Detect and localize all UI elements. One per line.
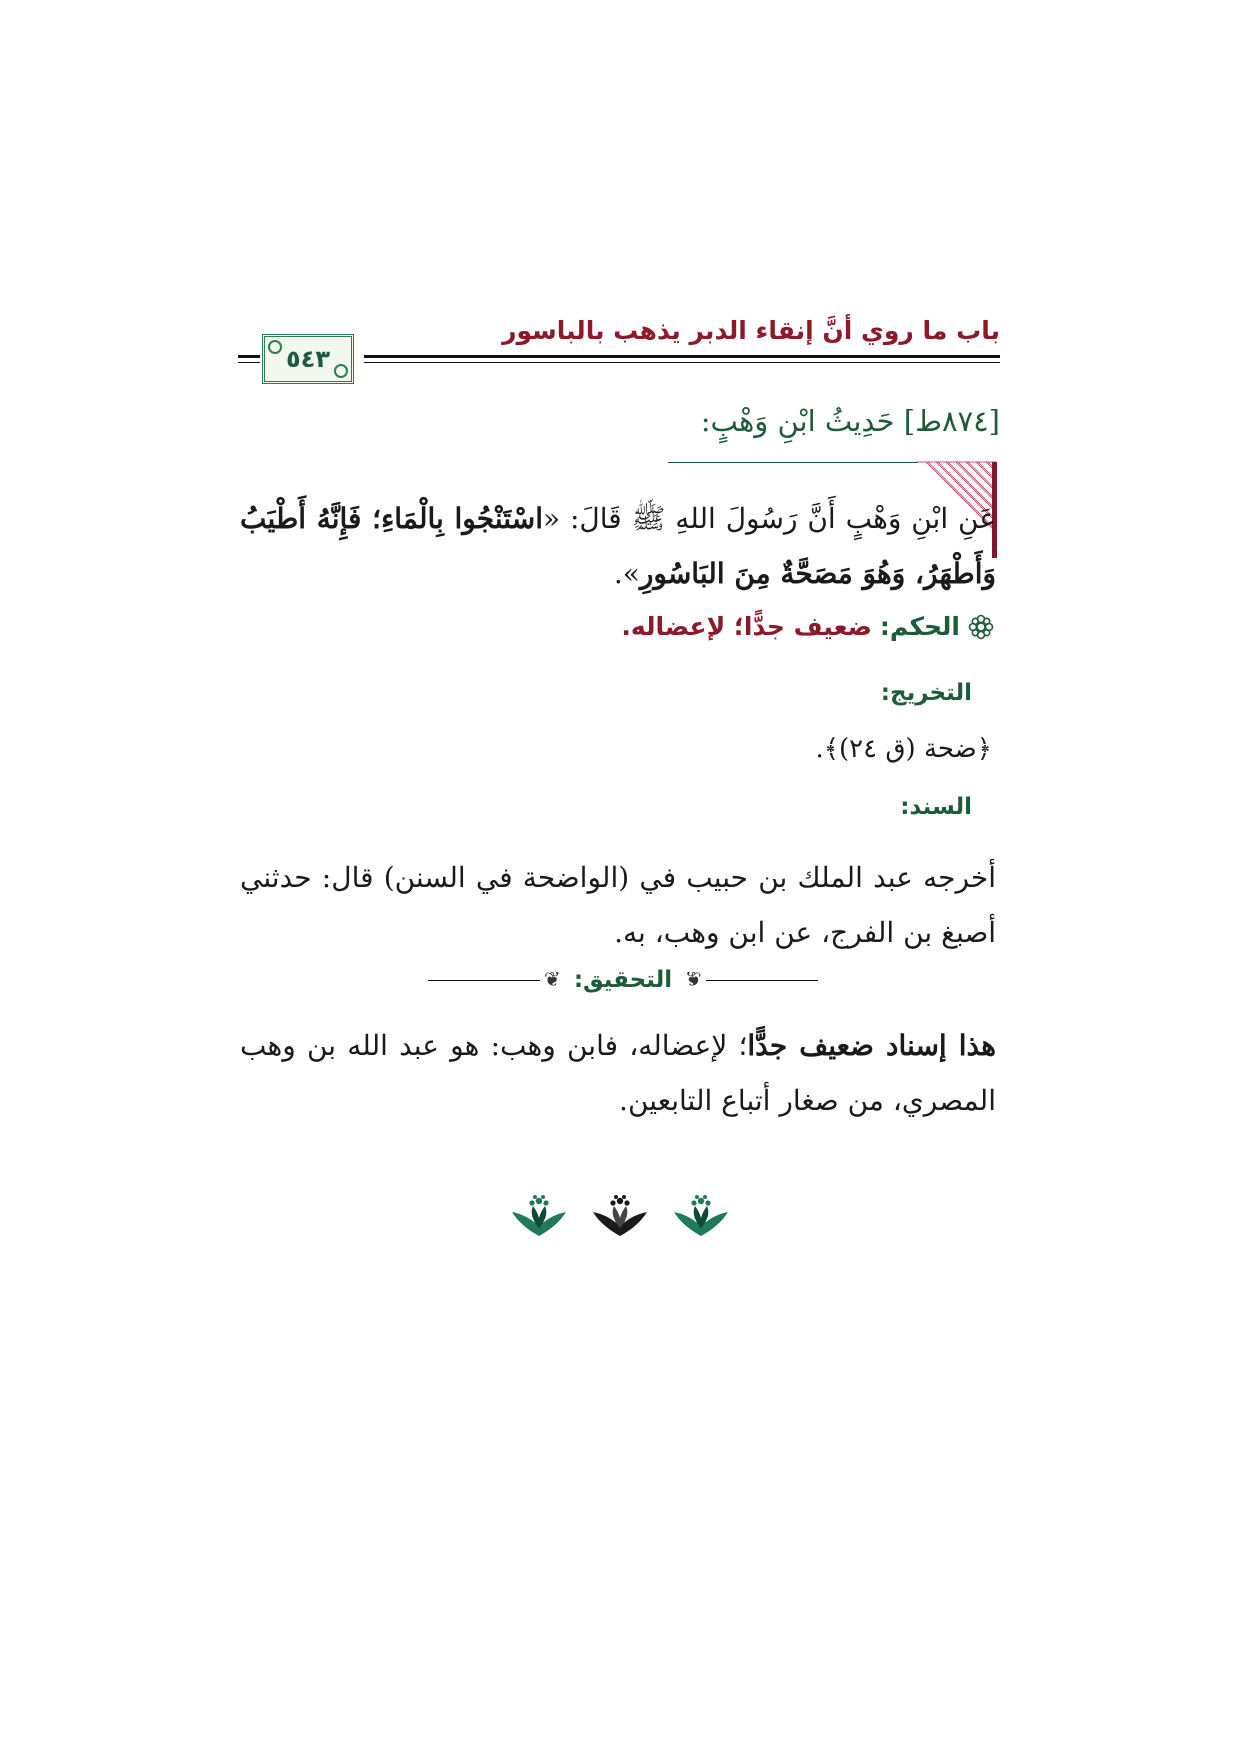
hadith-end: ». <box>613 557 640 590</box>
end-ornaments <box>510 1192 730 1240</box>
ruling-line <box>621 612 994 641</box>
tahqiq-text <box>240 1018 996 1128</box>
floral-ornament-icon <box>672 1194 730 1238</box>
page-number: ٥٤٣ <box>286 345 330 373</box>
title-underline <box>668 462 918 463</box>
tahqiq-rest: ؛ لإعضاله، فابن وهب: هو عبد الله بن وهب المصري، من صغار أتباع التابعين. <box>240 1029 996 1117</box>
header-rule-left <box>238 355 260 358</box>
tahqiq-heading: ❦ التحقيق: ❦ <box>540 967 706 993</box>
sanad-heading: السند: <box>900 794 972 820</box>
hadith-text <box>240 491 996 601</box>
sanad-text: أخرجه عبد الملك بن حبيب في (الواضحة في السنن) قال: حدثني أصبغ بن الفرج، عن ابن وهب، به. <box>240 861 996 949</box>
tahqiq-divider <box>428 962 818 998</box>
takhrij-source: ﴿ضحة (ق ٢٤)﴾. <box>815 734 992 764</box>
tahqiq-bold: هذا إسناد ضعيف جدًّا <box>747 1029 996 1062</box>
page-number-frame <box>262 334 354 384</box>
flower-bullet-icon <box>968 614 994 640</box>
header-rule-right <box>364 355 1000 358</box>
hadith-title: [٨٧٤ط] حَدِيثُ ابْنِ وَهْبٍ: <box>700 404 1000 438</box>
ruling-value: ضعيف جدًّا؛ لإعضاله. <box>621 612 872 641</box>
running-title: باب ما روي أنَّ إنقاء الدبر يذهب بالباسور <box>502 316 1000 345</box>
ruling-label: الحكم: <box>879 612 960 641</box>
floral-ornament-icon <box>591 1194 649 1238</box>
hadith-intro: عَنِ ابْنِ وَهْبٍ أَنَّ رَسُولَ اللهِ ﷺ قَالَ: « <box>542 502 996 535</box>
takhrij-heading: التخريج: <box>880 680 972 706</box>
header-rule-left-thin <box>238 362 260 363</box>
header-rule-right-thin <box>364 362 1000 363</box>
hadith-quote: اسْتَنْجُوا بِالْمَاءِ؛ فَإِنَّهُ أَطْيَبُ وَأَطْهَرُ، وَهُوَ مَصَحَّةٌ مِنَ البَاسُورِ <box>240 502 996 590</box>
floral-ornament-icon <box>510 1194 568 1238</box>
